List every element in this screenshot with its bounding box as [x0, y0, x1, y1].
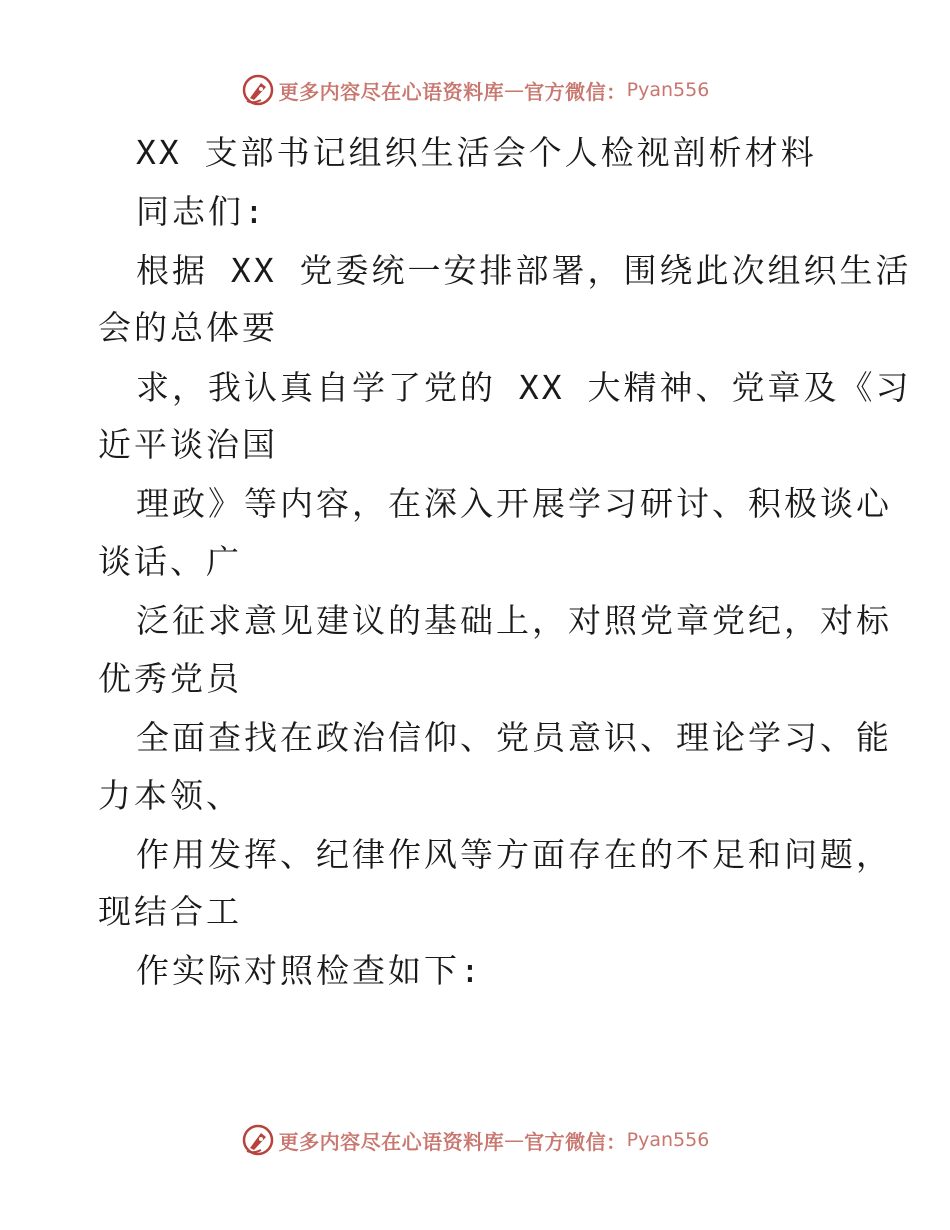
header-watermark-banner: [0, 70, 950, 110]
paragraph-line: 求，我认真自学了党的 XX 大精神、党章及《习: [136, 368, 912, 407]
paragraph-line: 全面查找在政治信仰、党员意识、理论学习、能: [136, 718, 892, 757]
document-title: XX 支部书记组织生活会个人检视剖析材料: [136, 133, 817, 172]
pen-nib-logo-icon: [241, 1123, 275, 1157]
header-wechat-id: Pyan556: [626, 79, 710, 101]
paragraph-line: 优秀党员: [98, 659, 242, 698]
paragraph-line: 理政》等内容，在深入开展学习研讨、积极谈心: [136, 484, 892, 523]
footer-site-text: 更多内容尽在心语资料库: [278, 1129, 505, 1154]
paragraph-line: 谈话、广: [98, 542, 242, 581]
document-salutation: 同志们:: [136, 192, 267, 231]
footer-watermark-banner: [0, 1120, 950, 1160]
footer-separator: —: [504, 1128, 525, 1152]
paragraph-line: 泛征求意见建议的基础上，对照党章党纪，对标: [136, 601, 892, 640]
header-separator: —: [504, 78, 525, 102]
paragraph-line: 力本领、: [98, 776, 242, 815]
paragraph-line: 作用发挥、纪律作风等方面存在的不足和问题，: [136, 835, 892, 874]
footer-wechat-label: 官方微信：: [524, 1129, 627, 1154]
header-site-text: 更多内容尽在心语资料库: [278, 79, 505, 104]
paragraph-line: 根据 XX 党委统一安排部署，围绕此次组织生活: [136, 251, 912, 290]
paragraph-line: 作实际对照检查如下:: [136, 951, 483, 990]
header-wechat-label: 官方微信：: [524, 79, 627, 104]
paragraph-line: 近平谈治国: [98, 425, 278, 464]
paragraph-line: 现结合工: [98, 892, 242, 931]
pen-nib-logo-icon: [241, 73, 275, 107]
paragraph-line: 会的总体要: [98, 308, 278, 347]
footer-wechat-id: Pyan556: [626, 1129, 710, 1151]
